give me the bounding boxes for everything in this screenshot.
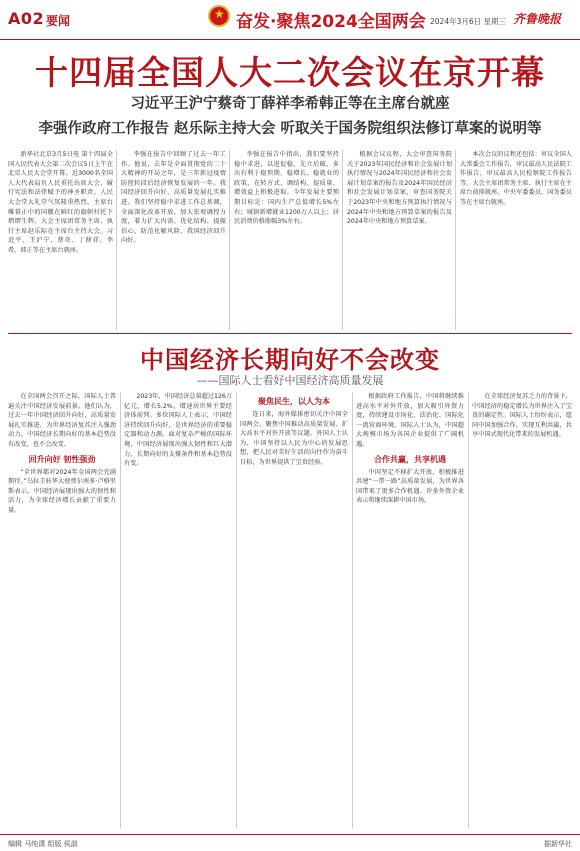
subheading-livelihood: 聚焦民生，以人为本	[258, 397, 330, 406]
second-col4-text-b: 中国坚定不移扩大开放，积极推进共建“一带一路”高质量发展，为世界各国带来了更多合作机遇。许多外资企业表示将继续深耕中国市场。	[356, 468, 464, 505]
column-rule	[229, 150, 230, 330]
lead-subhead-1: 习近平王沪宁蔡奇丁薛祥李希韩正等在主席台就座	[130, 96, 450, 112]
lead-col5-text: 本次会议的议程还包括：审议全国人大常委会工作报告，审议最高人民法院工作报告，审议最高人民检察院工作报告等。大会主席团常务主席、执行主席在主席台前排就座。中央军委委员、国务委员等在主席台就座。	[460, 151, 572, 206]
second-column-3	[240, 392, 348, 832]
second-column-4	[356, 392, 464, 832]
national-emblem-icon	[208, 5, 230, 27]
page-footer	[0, 834, 580, 851]
subheading-recovery: 回升向好 韧性强劲	[28, 454, 96, 464]
column-rule	[120, 392, 121, 828]
lead-col1-text: 新华社北京3月5日电 第十四届全国人民代表大会第二次会议5日上午在北京人民大会堂开幕。近3000名全国人大代表肩负人民重托出席大会，履行宪法和法律赋予的神圣职责。人民大会堂大礼堂气氛隆重热烈，主席台帷幕正中的国徽在鲜红的旗帜衬托下熠熠生辉。大会主席团常务主席、执行主席赵乐际在主席台主持大会。习近平、王沪宁、蔡奇、丁薛祥、李希、韩正等在主席台就座。	[8, 151, 113, 254]
source-credit: 据新华社	[544, 840, 572, 848]
second-column-5	[472, 392, 572, 832]
lead-headline: 十四届全国人大二次会议在京开幕	[35, 53, 545, 92]
column-rule	[468, 392, 469, 828]
second-col2-text: 2023年，中国经济总量超过126万亿元，增长5.2%，增速居世界主要经济体前列。多位国际人士表示，中国经济持续回升向好，是世界经济的重要稳定器和动力源。面对复杂严峻的国际环境，中国经济展现出强大韧性和巨大潜力，长期向好的支撑条件和基本趋势没有变。	[124, 393, 232, 468]
second-col1-text: 在全国两会召开之际，国际人士普遍关注中国经济发展前景。他们认为，过去一年中国经济回升向好，高质量发展扎实推进，为世界经济复苏注入强劲动力。中国经济长期向好的基本趋势没有改变，也不会改变。	[8, 393, 116, 448]
second-subhead: ——国际人士看好中国经济高质量发展	[196, 374, 384, 387]
second-headline: 中国经济长期向好不会改变	[140, 345, 440, 374]
lead-col4-text: 根据会议议程，大会审查国务院关于2023年国民经济和社会发展计划执行情况与2024年国民经济和社会发展计划草案的报告及2024年国民经济和社会发展计划草案，审查国务院关于2023年中央和地方预算执行情况与2024年中央和地方预算草案的报告及2024年中央和地方预算草案。	[347, 151, 452, 226]
two-sessions-banner: 奋发·聚焦2024全国两会	[236, 12, 426, 32]
lead-column-5	[460, 150, 572, 330]
column-rule	[342, 150, 343, 330]
section-name: 要闻	[46, 14, 71, 28]
second-col1-text-b: “全世界都对2024年全国两会充满期待。”乌拉圭驻华大使费尔南多·卢格里斯表示，中国经济展现出强大的韧性和活力，为全球经济增长贡献了重要力量。	[8, 468, 116, 514]
column-rule	[352, 392, 353, 828]
second-col5-text: 在全球经济复苏乏力的背景下，中国经济的稳定增长为世界注入了宝贵的确定性。国际人士纷纷表示，愿同中国加强合作，实现互利共赢，共享中国式现代化带来的发展机遇。	[472, 393, 572, 439]
masthead	[0, 0, 580, 40]
lead-column-3	[234, 150, 339, 330]
lead-column-2	[121, 150, 226, 330]
lead-col2-text: 李强在报告中回顾了过去一年工作。他说，去年是全面贯彻党的二十大精神的开局之年，是三年新冠疫情防控转段后经济恢复发展的一年。我国经济回升向好，高质量发展扎实推进。我们坚持稳中求进工作总基调，全面深化改革开放，加大宏观调控力度，着力扩大内需、优化结构、提振信心、防范化解风险，我国经济回升向好。	[121, 151, 226, 245]
column-rule	[236, 392, 237, 828]
lead-column-1	[8, 150, 113, 330]
lead-subhead-2: 李强作政府工作报告 赵乐际主持大会 听取关于国务院组织法修订草案的说明等	[38, 121, 542, 137]
second-column-1	[8, 392, 116, 832]
page-number: A02	[8, 9, 45, 28]
second-col4-text: 根据政府工作报告，中国将继续推进高水平对外开放，加大吸引外资力度，持续建设市场化、法治化、国际化一流营商环境。国际人士认为，中国超大规模市场为各国企业提供了广阔机遇。	[356, 393, 464, 448]
lead-col3-text: 李强在报告中指出，我们要坚持稳中求进、以进促稳、先立后破，多出有利于稳预期、稳增长、稳就业的政策，在转方式、调结构、提质量、增效益上积极进取。今年发展主要预期目标是：国内生产总值增长5%左右；城镇新增就业1200万人以上；居民消费价格涨幅3%左右。	[234, 151, 339, 226]
editors-credit: 编辑 马纯潇 组版 侯淑	[8, 840, 78, 848]
second-column-2	[124, 392, 232, 832]
column-rule	[116, 150, 117, 330]
subheading-cooperation: 合作共赢，共享机遇	[374, 454, 446, 464]
issue-date: 2024年3月6日 星期三	[430, 17, 507, 26]
second-col3-text: 连日来，海外媒体密切关注中国全国两会，聚焦中国推动高质量发展、扩大高水平对外开放等议题。外国人士认为，中国坚持以人民为中心的发展思想，把人民对美好生活的向往作为奋斗目标，为世界提供了宝贵经验。	[240, 411, 348, 466]
lead-column-4	[347, 150, 452, 330]
column-rule	[455, 150, 456, 330]
newspaper-logo: 齐鲁晚报	[513, 12, 562, 26]
story-divider	[8, 333, 572, 334]
